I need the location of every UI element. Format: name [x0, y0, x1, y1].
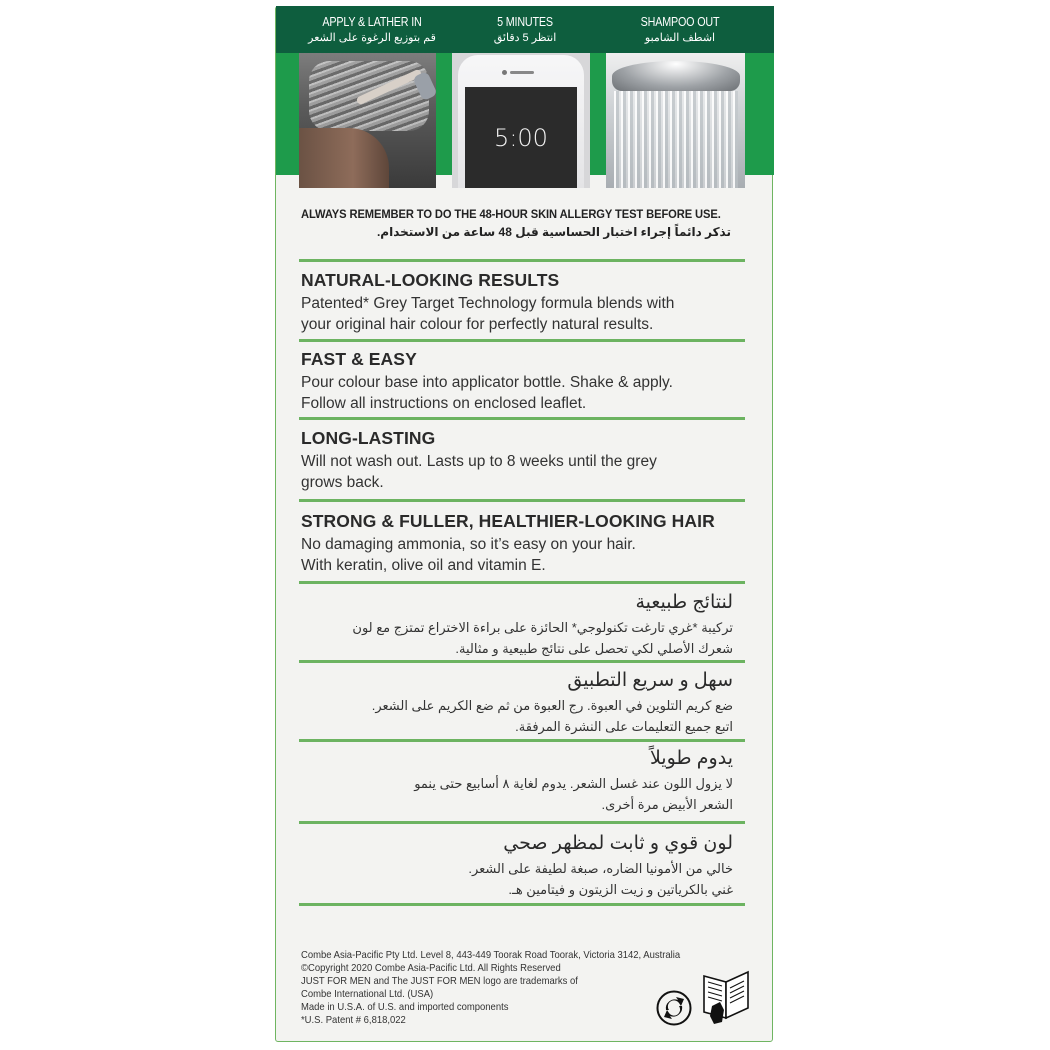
footer-line: *U.S. Patent # 6,818,022	[301, 1015, 406, 1026]
read-leaflet-icon	[698, 966, 754, 1028]
step-1-title-ar: قم بتوزيع الرغوة على الشعر	[308, 32, 436, 44]
timer-display: 5:00	[494, 124, 548, 152]
divider	[299, 417, 745, 420]
section-body-line: No damaging ammonia, so it’s easy on your hair.	[301, 536, 636, 553]
section-body-line: Patented* Grey Target Technology formula blends with	[301, 295, 675, 312]
section-body-line-ar: خالي من الأمونيا الضاره، صبغة لطيفة على الشعر.	[468, 861, 733, 876]
section-strong-fuller	[301, 511, 741, 576]
divider	[299, 903, 745, 906]
divider	[299, 821, 745, 824]
recycle-icon	[656, 990, 692, 1026]
section-title: LONG-LASTING	[301, 428, 436, 448]
section-body-line: your original hair colour for perfectly natural results.	[301, 316, 654, 333]
section-long-lasting-ar	[301, 747, 733, 815]
step-3-title: SHAMPOO OUT	[640, 15, 720, 29]
step-1-title: APPLY & LATHER IN	[322, 15, 422, 29]
section-body-line: Follow all instructions on enclosed leaflet.	[301, 395, 587, 412]
apply-hair-image	[299, 53, 436, 188]
allergy-warning	[301, 209, 746, 239]
section-fast-easy-ar	[301, 669, 733, 737]
section-body-line-ar: الشعر الأبيض مرة أخرى.	[601, 797, 733, 812]
divider	[299, 499, 745, 502]
section-body-line: With keratin, olive oil and vitamin E.	[301, 557, 546, 574]
divider	[299, 581, 745, 584]
allergy-warning-ar: تذكر دائماً إجراء اختبار الحساسية قبل 48 ساعة من الاستخدام.	[376, 225, 731, 239]
divider	[299, 739, 745, 742]
section-body-line-ar: ضع كريم التلوين في العبوة. رج العبوة من ثم ضع الكريم على الشعر.	[371, 698, 733, 713]
section-body-line: grows back.	[301, 474, 384, 491]
section-title: STRONG & FULLER, HEALTHIER-LOOKING HAIR	[301, 511, 715, 531]
step-2-title: 5 MINUTES	[497, 15, 553, 29]
section-title-ar: لون قوي و ثابت لمظهر صحي	[503, 833, 733, 854]
section-body-line-ar: شعرك الأصلي لكي تحصل على نتائج طبيعية و مثالية.	[455, 641, 733, 656]
step-2-heading	[445, 15, 605, 44]
section-body-line-ar: تركيبة *غري تارغت تكنولوجي* الحائزة على براءة الاختراع تمتزج مع لون	[352, 620, 733, 635]
footer-line: Combe International Ltd. (USA)	[301, 989, 434, 1000]
section-body-line: Pour colour base into applicator bottle. Shake & apply.	[301, 374, 673, 391]
footer-line: JUST FOR MEN and The JUST FOR MEN logo are trademarks of	[301, 976, 578, 987]
divider	[299, 259, 745, 262]
section-fast-easy	[301, 349, 741, 414]
step-3-title-ar: اشطف الشامبو	[644, 32, 716, 44]
section-body-line-ar: اتبع جميع التعليمات على النشرة المرفقة.	[515, 719, 733, 734]
step-1-heading	[292, 15, 452, 44]
footer-line: ©Copyright 2020 Combe Asia-Pacific Ltd. All Rights Reserved	[301, 963, 561, 974]
section-title: NATURAL-LOOKING RESULTS	[301, 270, 560, 290]
section-strong-fuller-ar	[301, 832, 733, 900]
section-title-ar: سهل و سريع التطبيق	[567, 670, 733, 691]
step-3-heading	[600, 15, 760, 44]
section-body-line: Will not wash out. Lasts up to 8 weeks until the grey	[301, 453, 657, 470]
divider	[299, 660, 745, 663]
section-long-lasting	[301, 428, 741, 493]
section-natural-results-ar	[301, 591, 733, 659]
footer-line: Made in U.S.A. of U.S. and imported components	[301, 1002, 509, 1013]
section-title-ar: يدوم طويلاً	[649, 748, 733, 769]
section-body-line-ar: لا يزول اللون عند غسل الشعر. يدوم لغاية ٨ أسابيع حتى ينمو	[414, 776, 733, 791]
section-body-line-ar: غني بالكرياتين و زيت الزيتون و فيتامين هـ.	[508, 882, 733, 897]
section-title-ar: لنتائج طبيعية	[635, 592, 733, 613]
footer-line: Combe Asia-Pacific Pty Ltd. Level 8, 443-449 Toorak Road Toorak, Victoria 3142, Australia	[301, 950, 681, 961]
divider	[299, 339, 745, 342]
shower-head-icon	[612, 61, 740, 91]
step-2-title-ar: انتظر 5 دقائق	[493, 32, 557, 44]
section-natural-results	[301, 270, 741, 335]
section-title: FAST & EASY	[301, 349, 417, 369]
phone-icon	[458, 55, 584, 188]
allergy-warning-en: ALWAYS REMEMBER TO DO THE 48-HOUR SKIN ALLERGY TEST BEFORE USE.	[301, 209, 721, 221]
shower-image	[606, 53, 745, 188]
